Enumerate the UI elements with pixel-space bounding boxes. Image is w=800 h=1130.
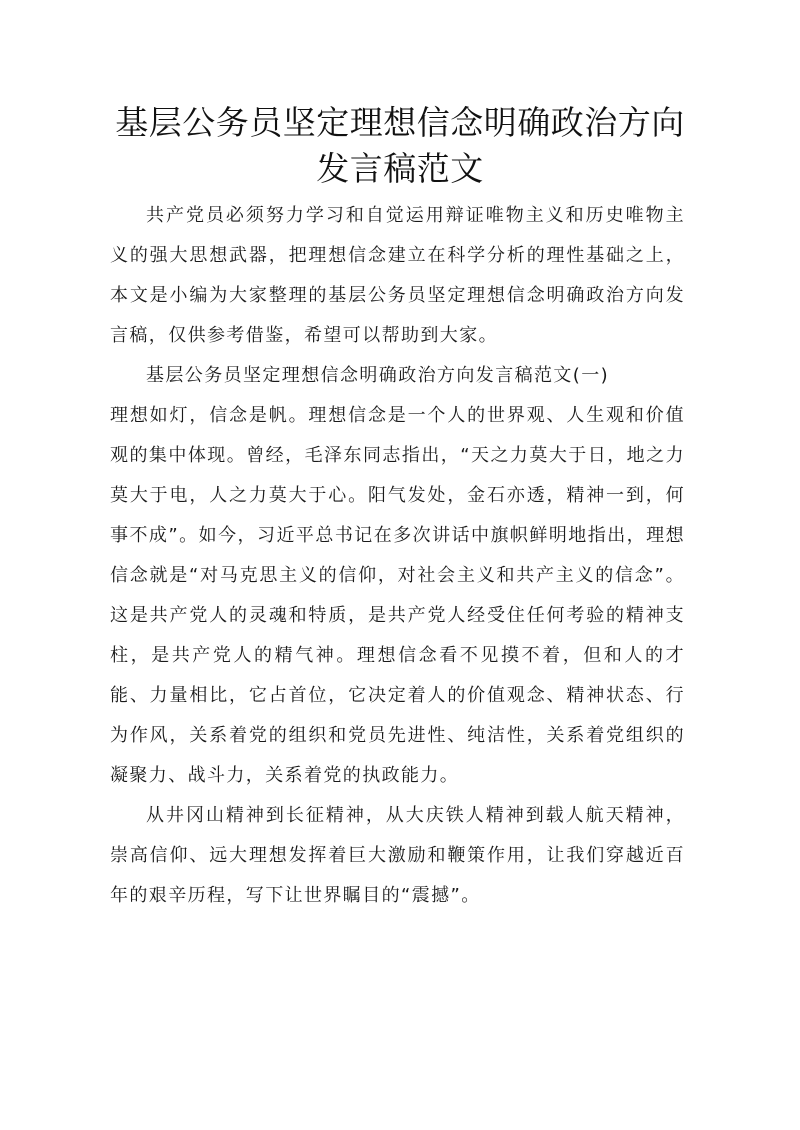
document-body	[110, 196, 685, 916]
document-title	[100, 100, 700, 192]
body-paragraph: 理想如灯，信念是帆。理想信念是一个人的世界观、人生观和价值观的集中体现。曾经，毛泽东同志指出，“天之力莫大于日，地之力莫大于电，人之力莫大于心。阳气发处，金石亦透，精神一到，何事不成”。如今，习近平总书记在多次讲话中旗帜鲜明地指出，理想信念就是“对马克思主义的信仰，对社会主义和共产主义的信念”。这是共产党人的灵魂和特质，是共产党人经受住任何考验的精神支柱，是共产党人的精气神。理想信念看不见摸不着，但和人的才能、力量相比，它占首位，它决定着人的价值观念、精神状态、行为作风，关系着党的组织和党员先进性、纯洁性，关系着党组织的凝聚力、战斗力，关系着党的执政能力。	[110, 405, 685, 786]
body-paragraph: 从井冈山精神到长征精神，从大庆铁人精神到载人航天精神，崇高信仰、远大理想发挥着巨大激励和鞭策作用，让我们穿越近百年的艰辛历程，写下让世界瞩目的“震撼”。	[110, 805, 685, 906]
intro-paragraph: 共产党员必须努力学习和自觉运用辩证唯物主义和历史唯物主义的强大思想武器，把理想信念建立在科学分析的理性基础之上，本文是小编为大家整理的基层公务员坚定理想信念明确政治方向发言稿，仅供参考借鉴，希望可以帮助到大家。	[110, 205, 685, 346]
title-line-1: 基层公务员坚定理想信念明确政治方向	[115, 103, 685, 142]
section-heading: 基层公务员坚定理想信念明确政治方向发言稿范文(一)	[146, 365, 610, 386]
title-line-2: 发言稿范文	[316, 149, 484, 188]
